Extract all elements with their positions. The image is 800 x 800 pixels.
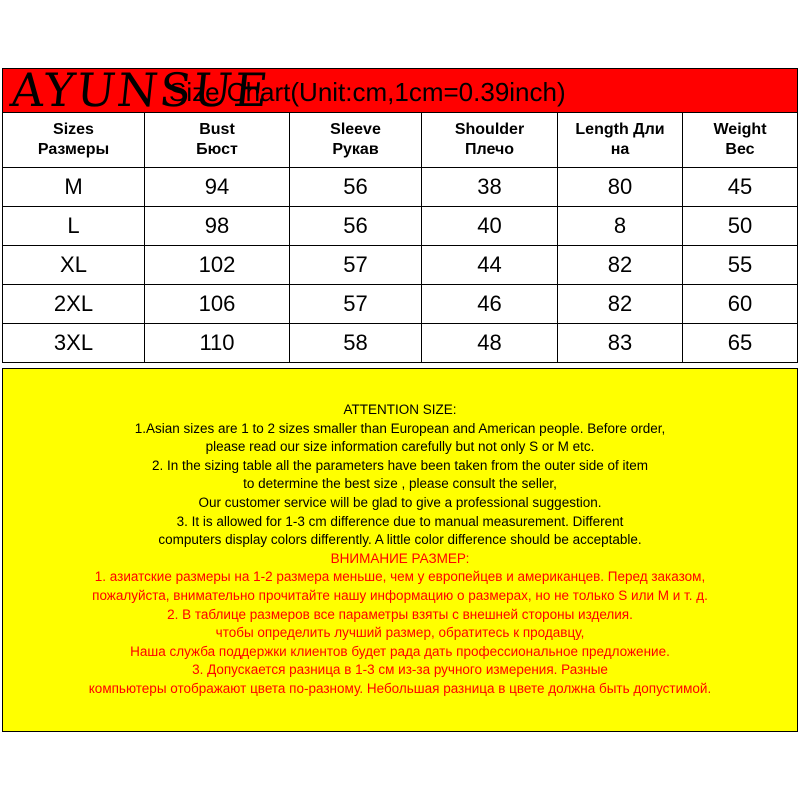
notice-line: to determine the best size , please consult the seller, [243,476,557,492]
notice-line: 1.Asian sizes are 1 to 2 sizes smaller than European and American people. Before order, [134,420,666,436]
cell-bust: 98 [145,207,290,246]
russian-notice [3,550,797,699]
size-table [2,112,798,363]
cell-shoulder: 38 [422,168,558,207]
cell-weight: 45 [683,168,798,207]
cell-shoulder: 44 [422,246,558,285]
column-header-length: Length Дли на [558,113,683,168]
notice-line: Our customer service will be glad to give a professional suggestion. [198,494,602,510]
cell-length: 82 [558,285,683,324]
cell-sleeve: 58 [290,324,422,363]
cell-weight: 50 [683,207,798,246]
notice-line: ВНИМАНИЕ РАЗМЕР: [330,550,470,566]
notice-line: computers display colors differently. A little color difference should be acceptable. [158,532,642,548]
size-chart-header [2,63,798,117]
cell-length: 83 [558,324,683,363]
cell-shoulder: 48 [422,324,558,363]
cell-length: 82 [558,246,683,285]
table-header-row [3,113,798,168]
cell-bust: 102 [145,246,290,285]
cell-bust: 106 [145,285,290,324]
notice-line: компьютеры отображают цвета по-разному. Небольшая разница в цвете должна быть допустимой. [88,680,712,696]
notice-line: 3. Допускается разница в 1-3 см из-за ручного измерения. Разные [192,662,608,678]
cell-weight: 65 [683,324,798,363]
cell-length: 80 [558,168,683,207]
column-header-sizes: Sizes Размеры [3,113,145,168]
cell-shoulder: 46 [422,285,558,324]
english-notice [3,369,797,550]
notice-line: Наша служба поддержки клиентов будет рада дать профессиональное предложение. [130,643,670,659]
column-header-shoulder: Shoulder Плечо [422,113,558,168]
cell-sleeve: 56 [290,207,422,246]
cell-size: 3XL [3,324,145,363]
cell-length: 8 [558,207,683,246]
column-header-bust: Bust Бюст [145,113,290,168]
notice-line: 2. In the sizing table all the parameters have been taken from the outer side of item [151,457,649,473]
cell-bust: 94 [145,168,290,207]
cell-size: XL [3,246,145,285]
notice-line: ATTENTION SIZE: [343,402,457,417]
notice-line: чтобы определить лучший размер, обратитесь к продавцу, [215,625,585,641]
notice-line: 3. It is allowed for 1-3 cm difference due to manual measurement. Different [176,513,624,529]
table-row [3,285,798,324]
cell-size: 2XL [3,285,145,324]
column-header-sleeve: Sleeve Рукав [290,113,422,168]
notice-line: 2. В таблице размеров все параметры взяты с внешней стороны изделия. [167,606,633,622]
attention-notice [2,368,798,732]
table-row [3,168,798,207]
notice-line: 1. азиатские размеры на 1-2 размера меньше, чем у европейцев и американцев. Перед заказом, [94,569,706,585]
table-row [3,207,798,246]
brand-logo: AYUNSUE [8,63,273,117]
column-header-weight: Weight Вес [683,113,798,168]
notice-line: пожалуйста, внимательно прочитайте нашу информацию о размерах, но не только S или M и т. д. [92,587,708,603]
table-row [3,324,798,363]
cell-sleeve: 56 [290,168,422,207]
cell-weight: 55 [683,246,798,285]
cell-sleeve: 57 [290,285,422,324]
table-row [3,246,798,285]
cell-shoulder: 40 [422,207,558,246]
cell-sleeve: 57 [290,246,422,285]
cell-size: L [3,207,145,246]
cell-size: M [3,168,145,207]
chart-title: Size Chart(Unit:cm,1cm=0.39inch) [169,77,566,107]
cell-bust: 110 [145,324,290,363]
cell-weight: 60 [683,285,798,324]
notice-line: please read our size information carefully but not only S or M etc. [205,439,595,455]
